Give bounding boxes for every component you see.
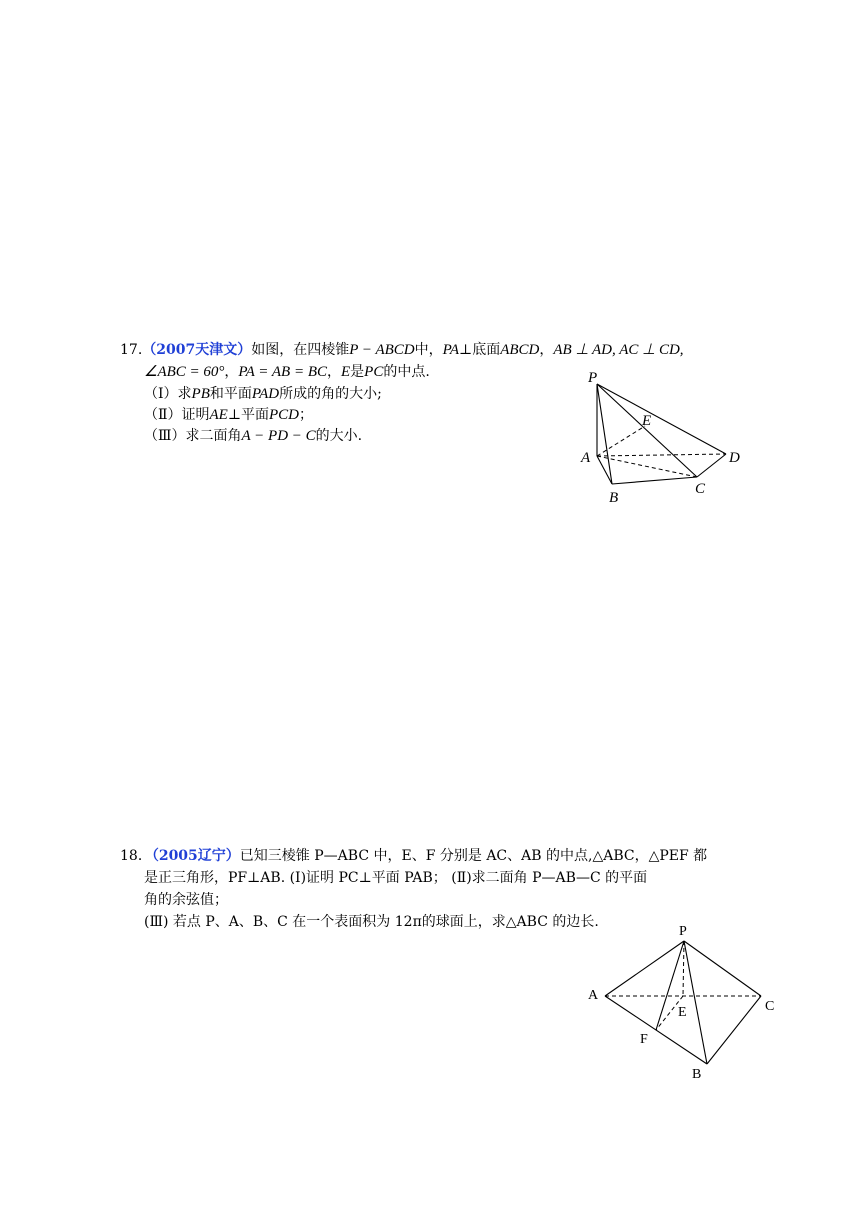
p18-line-3: 角的余弦值； xyxy=(144,892,228,908)
math-segment: PB xyxy=(191,386,210,402)
text-segment: 所成的角的大小; xyxy=(279,386,382,402)
edge-PB xyxy=(684,941,707,1064)
label-A: A xyxy=(588,988,599,1003)
math-segment: ∠ABC = 60° xyxy=(144,364,225,380)
text-segment: 如图，在四棱锥 xyxy=(251,342,350,358)
problem-number: 18． xyxy=(120,848,152,864)
math-segment: AB ⊥ AD, AC ⊥ CD, xyxy=(553,342,684,358)
text-segment: ； xyxy=(299,407,314,423)
text-segment: （Ⅲ）求二面角 xyxy=(144,428,242,444)
label-E: E xyxy=(642,413,652,429)
problem-source: （2005辽宁） xyxy=(151,848,240,864)
math-segment: PCD xyxy=(269,407,300,423)
edge-PA xyxy=(605,941,684,996)
edge-BC xyxy=(707,996,761,1064)
p18-line-2: 是正三角形，PF⊥AB. (Ⅰ)证明 PC⊥平面 PAB； (Ⅱ)求二面角 P—AB—C 的平面 xyxy=(144,870,648,886)
text-segment: ⊥平面 xyxy=(227,407,270,423)
math-segment: E xyxy=(341,364,351,380)
text-segment: ， xyxy=(224,364,239,380)
text-segment: 的大小. xyxy=(315,428,363,444)
text-segment: 是 xyxy=(350,364,365,380)
text-segment: ， xyxy=(327,364,341,380)
edge-PC xyxy=(684,941,761,996)
text-segment: 中， xyxy=(414,342,443,358)
label-F: F xyxy=(640,1032,648,1047)
text-segment: （Ⅰ）求 xyxy=(144,386,192,402)
text-segment: 和平面 xyxy=(209,386,252,402)
math-segment: ABCD xyxy=(500,342,540,358)
label-E: E xyxy=(678,1005,687,1020)
math-segment: PA xyxy=(442,342,460,358)
text-segment: 已知三棱锥 P—ABC 中，E、F 分别是 AC、AB 的中点,△ABC，△PEF 都 xyxy=(239,848,708,864)
p18-line-4: (Ⅲ) 若点 P、A、B、C 在一个表面积为 12π的球面上，求△ABC 的边长. xyxy=(144,914,599,930)
label-D: D xyxy=(729,450,740,466)
label-P: P xyxy=(588,370,598,386)
math-segment: PC xyxy=(364,364,384,380)
text-segment: ⊥底面 xyxy=(459,342,501,358)
label-A: A xyxy=(581,450,591,466)
hidden-edge-PE xyxy=(683,941,684,996)
label-C: C xyxy=(765,999,775,1014)
math-segment: A − PD − C xyxy=(241,428,316,444)
math-segment: PA = AB = BC xyxy=(238,364,327,380)
text-segment: （Ⅱ）证明 xyxy=(144,407,210,423)
math-segment: P − ABCD xyxy=(349,342,415,358)
label-B: B xyxy=(692,1067,702,1082)
problem-source: （2007天津文） xyxy=(142,342,252,358)
label-P: P xyxy=(679,924,687,939)
math-segment: PAD xyxy=(251,386,280,402)
text-segment: 的中点. xyxy=(383,364,430,380)
label-B: B xyxy=(609,490,619,506)
problem-number: 17. xyxy=(120,342,143,358)
label-C: C xyxy=(695,481,706,497)
text-segment: ， xyxy=(539,342,554,358)
math-segment: AE xyxy=(209,407,228,423)
